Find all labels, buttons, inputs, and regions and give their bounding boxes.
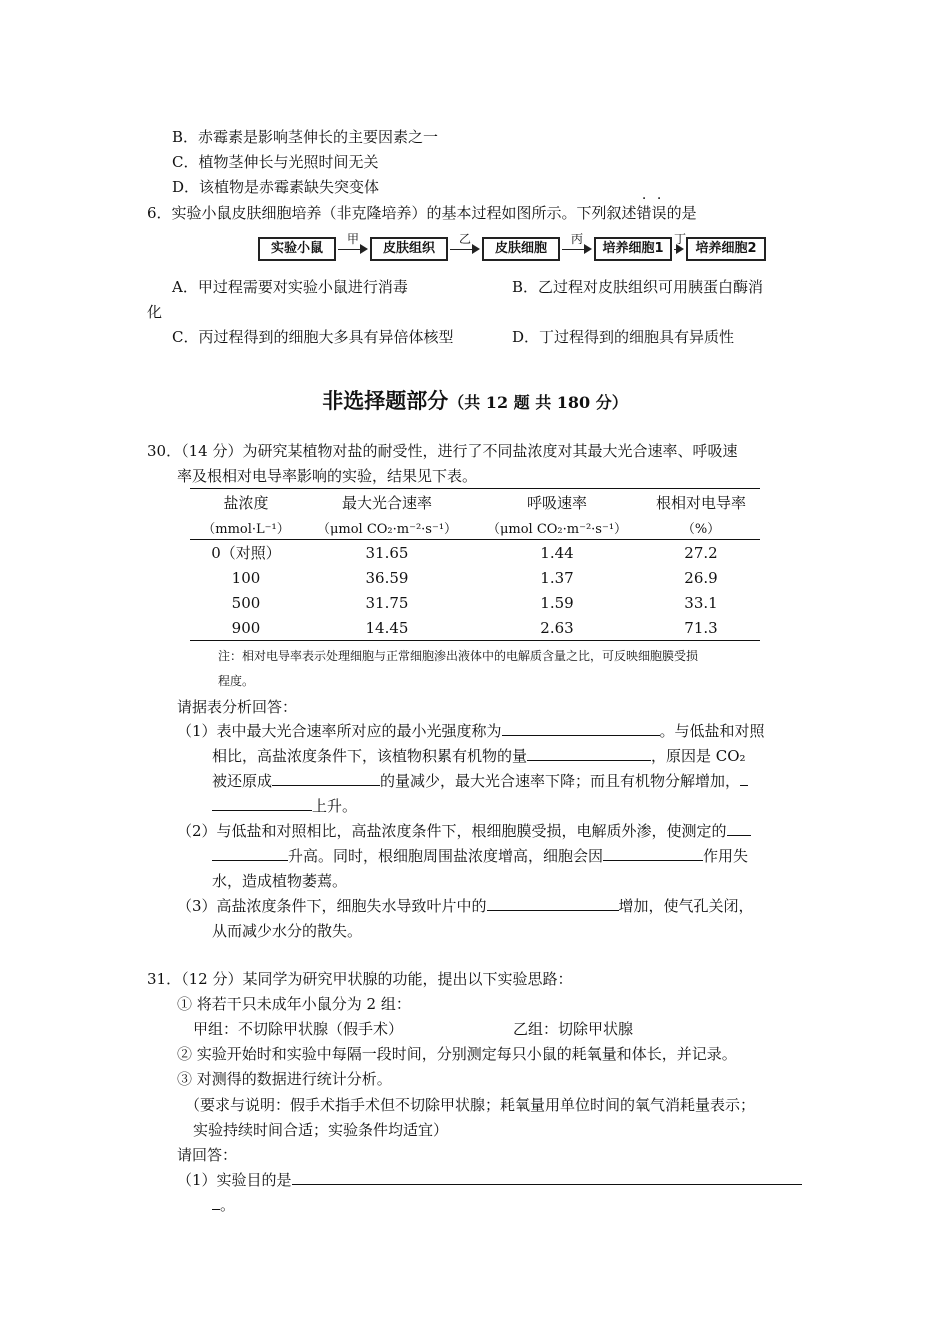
q31-requirement-line1: （要求与说明：假手术指手术但不切除甲状腺；耗氧量用单位时间的氧气消耗量表示； — [185, 1096, 756, 1114]
q5-option-d: D．该植物是赤霉素缺失突变体 — [172, 178, 380, 196]
header-respiration: 呼吸速率 — [472, 489, 642, 516]
flow-arrow-label-2: 乙 — [458, 232, 471, 246]
answer-blank[interactable] — [212, 1194, 220, 1210]
table-cell: 71.3 — [642, 615, 760, 641]
table-cell: 1.44 — [540, 543, 574, 562]
q31-requirement-line2: 实验持续时间合适；实验条件均适宜） — [193, 1121, 449, 1139]
q6-flow-diagram — [258, 232, 766, 266]
table-row — [190, 540, 760, 566]
flow-box-5: 培养细胞2 — [686, 237, 766, 261]
header-max-photosynthesis: 最大光合速率 — [302, 489, 472, 516]
table-cell: 900 — [190, 615, 302, 641]
unit-respiration: （μmol CO₂·m⁻²·s⁻¹） — [472, 515, 642, 540]
q30-part1-line3: 被还原成 的量减少，最大光合速率下降；而且有机物分解增加， — [212, 770, 748, 792]
q31-prompt: 请回答： — [177, 1146, 238, 1164]
q30-data-table — [190, 488, 760, 641]
table-cell: 31.75 — [365, 593, 409, 612]
table-cell: 26.9 — [684, 568, 718, 587]
q31-step1: ① 将若干只未成年小鼠分为 2 组： — [177, 995, 411, 1013]
table-cell: 0（对照） — [211, 544, 281, 562]
flow-arrow-label-1: 甲 — [346, 232, 359, 246]
flow-arrow-1 — [338, 232, 368, 266]
table-cell: 1.37 — [540, 568, 574, 587]
table-cell: 2.63 — [472, 615, 642, 641]
q5-option-b: B．赤霉素是影响茎伸长的主要因素之一 — [172, 128, 439, 146]
table-cell: 100 — [231, 568, 261, 587]
q30-note-line2: 程度。 — [218, 674, 255, 688]
table-cell: 1.59 — [540, 593, 574, 612]
q30-part3-line1: （3）高盐浓度条件下，细胞失水导致叶片中的 增加，使气孔关闭， — [177, 897, 754, 915]
q31-part1-line2: 。 — [212, 1194, 235, 1216]
q6-stem-emphasis: 错误 · · — [636, 191, 667, 222]
table-cell: 31.65 — [365, 543, 409, 562]
q6-stem-prefix: 6．实验小鼠皮肤细胞培养（非克隆培养）的基本过程如图所示。下列叙述 — [147, 204, 637, 222]
q30-part1-line4: 上升。 — [212, 795, 357, 817]
q6-option-b-cont: 化 — [147, 303, 163, 321]
answer-blank[interactable] — [603, 845, 703, 861]
flow-arrow-4 — [674, 232, 687, 266]
q31-group-a: 甲组：不切除甲状腺（假手术） — [193, 1020, 404, 1038]
table-cell: 14.45 — [302, 615, 472, 641]
q6-option-b: B．乙过程对皮肤组织可用胰蛋白酶消 — [512, 278, 764, 296]
answer-blank[interactable] — [487, 895, 619, 911]
answer-blank[interactable] — [272, 770, 380, 786]
q30-part2-line1: （2）与低盐和对照相比，高盐浓度条件下，根细胞膜受损，电解质外渗，使测定的 — [177, 820, 751, 842]
section-title-main: 非选择题部分 — [322, 389, 449, 413]
header-salt: 盐浓度 — [190, 489, 302, 516]
q31-stem: 31．（12 分）某同学为研究甲状腺的功能，提出以下实验思路： — [147, 970, 573, 988]
q31-step2: ② 实验开始时和实验中每隔一段时间，分别测定每只小鼠的耗氧量和体长，并记录。 — [177, 1045, 737, 1063]
q6-option-a: A．甲过程需要对实验小鼠进行消毒 — [172, 278, 408, 296]
q6-stem-suffix: 的是 — [666, 204, 697, 222]
flow-box-1: 实验小鼠 — [258, 237, 336, 261]
table-cell: 36.59 — [365, 568, 409, 587]
answer-blank[interactable] — [212, 795, 312, 811]
flow-box-2: 皮肤组织 — [370, 237, 448, 261]
table-cell: 500 — [231, 593, 261, 612]
flow-box-3: 皮肤细胞 — [482, 237, 560, 261]
q30-prompt: 请据表分析回答： — [177, 698, 298, 716]
q6-option-d: D．丁过程得到的细胞具有异质性 — [512, 328, 735, 346]
unit-conductivity: （%） — [642, 515, 760, 540]
q6-stem — [147, 191, 697, 224]
q31-step3: ③ 对测得的数据进行统计分析。 — [177, 1070, 392, 1088]
q30-stem-line2: 率及根相对电导率影响的实验，结果见下表。 — [177, 467, 478, 485]
answer-blank[interactable] — [292, 1169, 802, 1185]
q30-part1-line1: （1）表中最大光合速率所对应的最小光强度称为 。与低盐和对照 — [177, 722, 765, 740]
answer-blank[interactable] — [527, 745, 651, 761]
q31-group-b: 乙组：切除甲状腺 — [513, 1020, 634, 1038]
table-row — [190, 565, 760, 590]
unit-salt: （mmol·L⁻¹） — [190, 515, 302, 540]
flow-arrow-3 — [562, 232, 592, 266]
q30-part2-line2: 升高。同时，根细胞周围盐浓度增高，细胞会因 作用失 — [212, 845, 748, 867]
answer-blank[interactable] — [740, 770, 748, 786]
answer-blank[interactable] — [502, 720, 660, 736]
flow-box-4: 培养细胞1 — [594, 237, 672, 261]
q30-part1-line2: 相比，高盐浓度条件下，该植物积累有机物的量 ，原因是 CO₂ — [212, 747, 746, 765]
answer-blank[interactable] — [212, 845, 288, 861]
section-title — [0, 385, 950, 415]
header-conductivity: 根相对电导率 — [642, 489, 760, 516]
q5-option-c: C．植物茎伸长与光照时间无关 — [172, 153, 379, 171]
table-cell: 27.2 — [684, 543, 718, 562]
answer-blank[interactable] — [727, 820, 751, 836]
table-row — [190, 590, 760, 615]
q30-part3-line2: 从而减少水分的散失。 — [212, 922, 363, 940]
section-title-sub: （共 12 题 共 180 分） — [448, 393, 628, 412]
flow-arrow-label-4: 丁 — [674, 232, 687, 246]
q30-part2-line3: 水，造成植物萎蔫。 — [212, 872, 348, 890]
flow-arrow-2 — [450, 232, 480, 266]
table-cell: 33.1 — [684, 593, 718, 612]
unit-max-photosynthesis: （μmol CO₂·m⁻²·s⁻¹） — [302, 515, 472, 540]
flow-arrow-label-3: 丙 — [570, 232, 583, 246]
q30-stem-line1: 30．（14 分）为研究某植物对盐的耐受性，进行了不同盐浓度对其最大光合速率、呼吸速 — [147, 442, 738, 460]
q6-option-c: C．丙过程得到的细胞大多具有异倍体核型 — [172, 328, 454, 346]
q31-part1-line1: （1）实验目的是 — [177, 1169, 802, 1191]
table-row — [190, 615, 760, 641]
q30-note-line1: 注：相对电导率表示处理细胞与正常细胞渗出液体中的电解质含量之比，可反映细胞膜受损 — [218, 649, 699, 663]
